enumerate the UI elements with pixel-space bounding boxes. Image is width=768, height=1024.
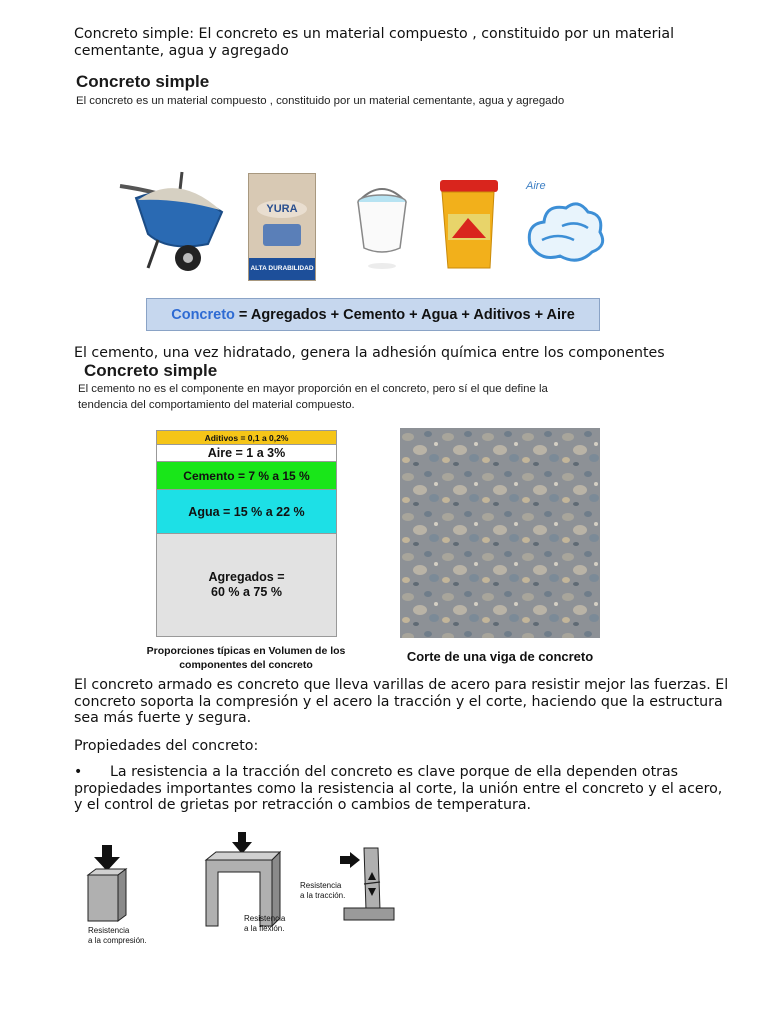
cement-paragraph: El cemento, una vez hidratado, genera la adhesión química entre los componentes bbox=[74, 345, 665, 361]
air-cloud-icon bbox=[522, 196, 606, 270]
proportions-table bbox=[156, 430, 337, 637]
flexion-label bbox=[244, 914, 285, 934]
additive-pail-icon bbox=[438, 178, 500, 274]
row-aire: Aire = 1 a 3% bbox=[157, 444, 336, 461]
traction-label-line1: Resistencia bbox=[300, 881, 342, 890]
air-label: Aire bbox=[526, 180, 546, 192]
equation-concreto: Concreto bbox=[171, 306, 235, 323]
equation-rest: = Agregados + Cemento + Agua + Aditivos + Aire bbox=[238, 306, 575, 323]
fig2-subtitle-line2: tendencia del comportamiento del material compuesto. bbox=[78, 399, 355, 411]
properties-heading: Propiedades del concreto: bbox=[74, 738, 259, 754]
fig2-title: Concreto simple bbox=[84, 361, 218, 380]
bag-label: ALTA DURABILIDAD bbox=[249, 258, 315, 280]
bag-brand: YURA bbox=[257, 200, 307, 218]
row-agua: Agua = 15 % a 22 % bbox=[157, 489, 336, 533]
wheelbarrow-icon bbox=[118, 168, 230, 276]
tension-paragraph: La resistencia a la tracción del concreto es clave porque de ella dependen otras propiedades importantes como la resistencia al corte, la unión entre el concreto y el acero, y el control de grietas por retracción o cambios de temperatura. bbox=[74, 764, 723, 813]
cement-bag-icon bbox=[248, 173, 316, 281]
proportions-caption bbox=[126, 644, 366, 672]
proportions-caption-line1: Proporciones típicas en Volumen de los bbox=[146, 645, 346, 657]
flexion-label-line1: Resistencia bbox=[244, 914, 286, 923]
traction-column-icon bbox=[338, 844, 396, 924]
compression-label-line2: a la compresión. bbox=[88, 936, 147, 945]
traction-label bbox=[300, 881, 345, 901]
row-aditivos: Aditivos = 0,1 a 0,2% bbox=[157, 431, 336, 444]
bag-emblem bbox=[263, 224, 301, 246]
reinforced-concrete-paragraph: El concreto armado es concreto que lleva varillas de acero para resistir mejor las fuerzas. El concreto soporta la compresión y el acero la tracción y el corte, haciendo que la estructura sea más fuerte y segura. bbox=[74, 677, 729, 726]
fig1-subtitle: El concreto es un material compuesto , constituido por un material cementante, agua y agregado bbox=[76, 95, 565, 107]
section-caption: Corte de una viga de concreto bbox=[406, 649, 594, 664]
proportions-caption-line2: componentes del concreto bbox=[179, 659, 313, 671]
concrete-section-image bbox=[400, 428, 600, 638]
traction-label-line2: a la tracción. bbox=[300, 891, 346, 900]
fig1-title: Concreto simple bbox=[76, 72, 210, 91]
compression-label-line1: Resistencia bbox=[88, 926, 130, 935]
row-cemento: Cemento = 7 % a 15 % bbox=[157, 461, 336, 489]
flexion-label-line2: a la flexión. bbox=[244, 924, 285, 933]
intro-paragraph: Concreto simple: El concreto es un material compuesto , constituido por un material cementante, agua y agregado bbox=[74, 26, 675, 59]
agregados-label: Agregados = bbox=[208, 570, 285, 584]
compression-cube-icon bbox=[82, 843, 132, 925]
bucket-icon bbox=[354, 186, 410, 276]
concrete-equation bbox=[146, 298, 600, 331]
agregados-value: 60 % a 75 % bbox=[211, 585, 282, 599]
compression-label bbox=[88, 926, 147, 946]
bullet-icon: • bbox=[74, 764, 83, 780]
fig2-subtitle-line1: El cemento no es el componente en mayor proporción en el concreto, pero sí el que define la bbox=[78, 383, 548, 395]
row-agregados bbox=[157, 533, 336, 636]
